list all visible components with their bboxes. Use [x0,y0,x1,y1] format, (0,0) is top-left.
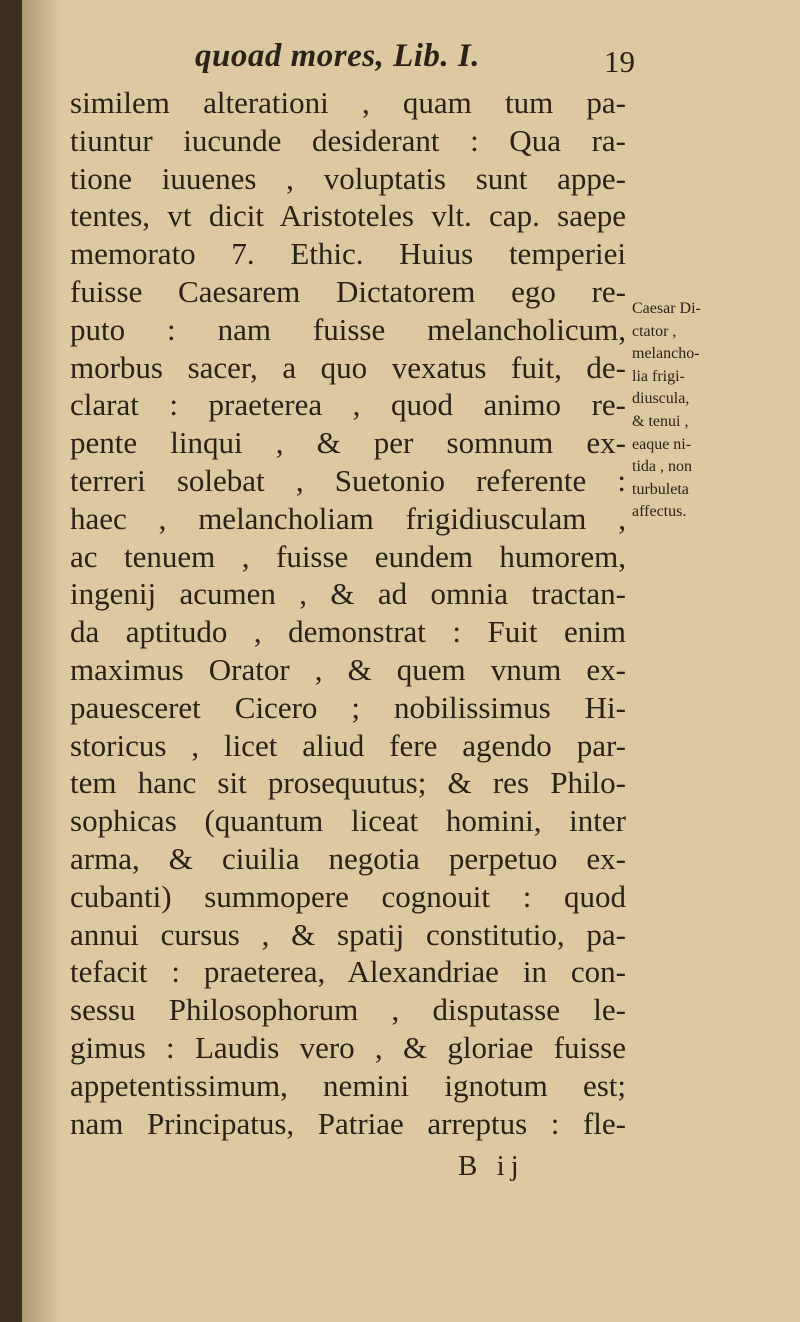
page-header [195,38,635,88]
text-line: tiuntur iucunde desiderant : Qua ra- [70,122,626,158]
text-line: appetentissimum, nemini ignotum est; [70,1067,626,1103]
text-line: terreri solebat , Suetonio referente : [70,462,626,498]
marginal-note [632,298,742,524]
text-line: sessu Philosophorum , disputasse le- [70,992,626,1028]
gutter-shadow [22,0,62,1322]
text-line: arma, & ciuilia negotia perpetuo ex- [70,840,626,876]
text-line: pente linqui , & per somnum ex- [70,425,626,461]
text-line: memorato 7. Ethic. Huius temperiei [70,236,626,272]
text-line: sophicas (quantum liceat homini, inter [70,803,626,839]
marginal-note-line: lia frigi- [632,367,685,385]
text-line: pauesceret Cicero ; nobilissimus Hi- [70,689,626,725]
marginal-note-line: Caesar Di- [632,300,701,317]
marginal-note-line: melancho- [632,345,700,363]
text-line: storicus , licet aliud fere agendo par- [70,727,626,763]
text-line: tentes, vt dicit Aristoteles vlt. cap. saepe [70,198,626,234]
text-line: da aptitudo , demonstrat : Fuit enim [70,614,626,650]
text-line: gimus : Laudis vero , & gloriae fuisse [70,1029,626,1065]
book-binding-edge [0,0,22,1322]
marginal-note-line: & tenui , [632,412,689,430]
text-line: tione iuuenes , voluptatis sunt appe- [70,160,626,196]
marginal-note-line: diuscula, [632,390,690,408]
running-head: quoad mores, Lib. I. [195,38,481,74]
text-line: tefacit : praeterea, Alexandriae in con- [70,954,626,990]
text-line: ingenij acumen , & ad omnia tractan- [70,576,626,612]
marginal-note-line: eaque ni- [632,435,692,453]
text-line: ac tenuem , fuisse eundem humorem, [70,538,626,574]
text-line: nam Principatus, Patriae arreptus : fle- [70,1105,626,1141]
text-line: haec , melancholiam frigidiusculam , [70,500,626,536]
text-line: similem alterationi , quam tum pa- [70,85,626,120]
text-line: maximus Orator , & quem vnum ex- [70,651,626,687]
marginal-note-line: tida , non [632,458,692,476]
marginal-note-line: ctator , [632,322,677,340]
text-line: annui cursus , & spatij constitutio, pa- [70,916,626,952]
page-number: 19 [604,44,635,79]
marginal-note-line: affectus. [632,503,687,521]
text-line: cubanti) summopere cognouit : quod [70,878,626,914]
text-line: tem hanc sit prosequutus; & res Philo- [70,765,626,801]
text-line: puto : nam fuisse melancholicum, [70,311,626,347]
signature-mark: B ij [458,1150,525,1182]
main-text-block [70,84,626,1142]
text-line: clarat : praeterea , quod animo re- [70,387,626,423]
text-line: fuisse Caesarem Dictatorem ego re- [70,273,626,309]
text-line: morbus sacer, a quo vexatus fuit, de- [70,349,626,385]
marginal-note-line: turbuleta [632,480,689,498]
